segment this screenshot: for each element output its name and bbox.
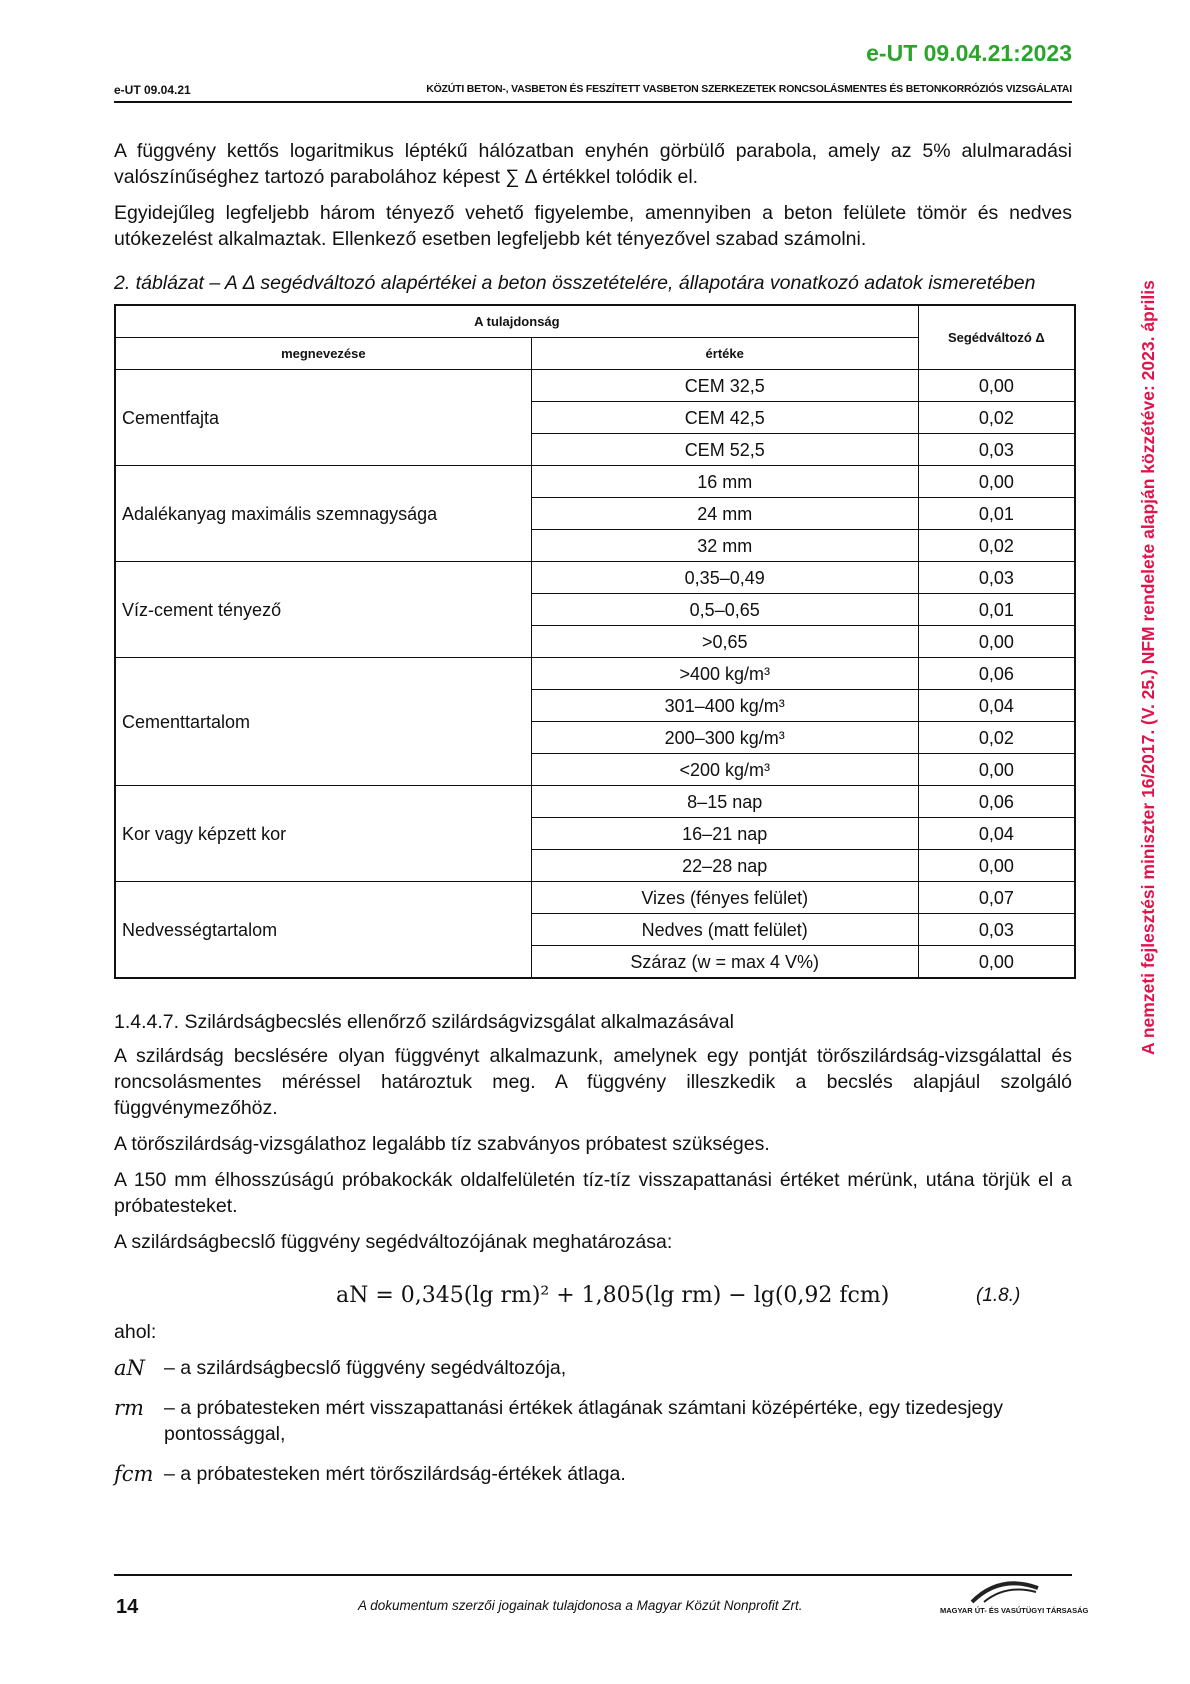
footer-divider xyxy=(114,1574,1072,1576)
delta-value: 0,00 xyxy=(918,370,1075,402)
property-value: >400 kg/m³ xyxy=(531,658,918,690)
section-paragraph-2: A törőszilárdság-vizsgálathoz legalább tíz szabványos próbatest szükséges. xyxy=(114,1133,770,1155)
definitions-list xyxy=(114,1355,1072,1487)
delta-value: 0,02 xyxy=(918,722,1075,754)
definition-text: – a próbatesteken mért törőszilárdság-értékek átlaga. xyxy=(164,1463,626,1485)
delta-value: 0,01 xyxy=(918,594,1075,626)
property-value: 16–21 nap xyxy=(531,818,918,850)
definition-item xyxy=(114,1395,1072,1447)
definition-item xyxy=(114,1355,1072,1381)
table-row xyxy=(115,882,1075,914)
property-name: Nedvességtartalom xyxy=(115,882,531,979)
definition-symbol: rm xyxy=(114,1396,144,1420)
delta-value: 0,03 xyxy=(918,434,1075,466)
property-value: 24 mm xyxy=(531,498,918,530)
property-value: 0,5–0,65 xyxy=(531,594,918,626)
side-note: A nemzeti fejlesztési miniszter 16/2017. (V. 25.) NFM rendelete alapján közzétéve: 2023. április xyxy=(1138,280,1158,1055)
property-value: <200 kg/m³ xyxy=(531,754,918,786)
table-header-name: megnevezése xyxy=(115,338,531,370)
delta-value: 0,06 xyxy=(918,658,1075,690)
definition-text: – a próbatesteken mért visszapattanási értékek átlagának számtani középértéke, egy tizedesjegy pontossággal, xyxy=(164,1397,1003,1445)
header-left: e-UT 09.04.21 xyxy=(114,83,191,97)
page-content xyxy=(114,138,1072,1501)
property-value: 16 mm xyxy=(531,466,918,498)
delta-value: 0,04 xyxy=(918,690,1075,722)
property-value: CEM 32,5 xyxy=(531,370,918,402)
delta-value: 0,07 xyxy=(918,882,1075,914)
delta-value: 0,00 xyxy=(918,626,1075,658)
table-row xyxy=(115,658,1075,690)
delta-value: 0,03 xyxy=(918,914,1075,946)
property-value: Vizes (fényes felület) xyxy=(531,882,918,914)
definition-symbol: aN xyxy=(114,1356,145,1380)
property-value: 8–15 nap xyxy=(531,786,918,818)
delta-value: 0,00 xyxy=(918,754,1075,786)
document-code: e-UT 09.04.21:2023 xyxy=(866,40,1072,66)
page-number: 14 xyxy=(116,1596,139,1618)
table-row xyxy=(115,786,1075,818)
delta-value: 0,03 xyxy=(918,562,1075,594)
property-value: Száraz (w = max 4 V%) xyxy=(531,946,918,979)
formula-number: (1.8.) xyxy=(976,1285,1021,1306)
delta-value: 0,02 xyxy=(918,402,1075,434)
property-name: Víz-cement tényező xyxy=(115,562,531,658)
table-caption: 2. táblázat – A Δ segédváltozó alapértékei a beton összetételére, állapotára vonatkozó adatok ismeretében xyxy=(114,272,1036,294)
delta-value: 0,06 xyxy=(918,786,1075,818)
property-value: 301–400 kg/m³ xyxy=(531,690,918,722)
delta-table xyxy=(114,304,1076,979)
delta-value: 0,01 xyxy=(918,498,1075,530)
definition-text: – a szilárdságbecslő függvény segédváltozója, xyxy=(164,1357,567,1379)
property-value: CEM 42,5 xyxy=(531,402,918,434)
property-name: Kor vagy képzett kor xyxy=(115,786,531,882)
table-row xyxy=(115,466,1075,498)
section-title: 1.4.4.7. Szilárdságbecslés ellenőrző szilárdságvizsgálat alkalmazásával xyxy=(114,1011,734,1033)
section-paragraph-1: A szilárdság becslésére olyan függvényt alkalmazunk, amelynek egy pontját törőszilárdság-vizsgálattal és roncsolásmentes méréssel határoztuk meg. A függvény illeszkedik a becslés alapjául szolgáló függvénymezőhöz. xyxy=(114,1045,1072,1119)
formula-1-8 xyxy=(114,1275,1072,1319)
definition-symbol: fcm xyxy=(114,1462,154,1486)
table-header-property: A tulajdonság xyxy=(115,305,918,338)
definition-item xyxy=(114,1461,1072,1487)
header-right: KÖZÚTI BETON-, VASBETON ÉS FESZÍTETT VASBETON SZERKEZETEK RONCSOLÁSMENTES ÉS BETONKORRÓZIÓS VIZSGÁLATAI xyxy=(426,83,1072,95)
where-label: ahol: xyxy=(114,1321,157,1343)
property-value: 22–28 nap xyxy=(531,850,918,882)
property-value: 200–300 kg/m³ xyxy=(531,722,918,754)
copyright-notice: A dokumentum szerzői jogainak tulajdonosa a Magyar Közút Nonprofit Zrt. xyxy=(358,1598,803,1613)
property-value: >0,65 xyxy=(531,626,918,658)
table-header-delta: Segédváltozó Δ xyxy=(918,305,1075,370)
delta-value: 0,00 xyxy=(918,850,1075,882)
paragraph-1: A függvény kettős logaritmikus léptékű hálózatban enyhén görbülő parabola, amely az 5% alulmaradási valószínűséghez tartozó parabolához képest ∑ Δ értékkel tolódik el. xyxy=(114,140,1072,188)
table-header-value: értéke xyxy=(531,338,918,370)
property-name: Adalékanyag maximális szemnagysága xyxy=(115,466,531,562)
delta-value: 0,04 xyxy=(918,818,1075,850)
property-value: Nedves (matt felület) xyxy=(531,914,918,946)
table-row xyxy=(115,562,1075,594)
delta-value: 0,00 xyxy=(918,946,1075,979)
property-name: Cementtartalom xyxy=(115,658,531,786)
publisher-logo xyxy=(940,1578,1089,1622)
property-value: 0,35–0,49 xyxy=(531,562,918,594)
road-arc-icon xyxy=(970,1578,1040,1604)
delta-value: 0,02 xyxy=(918,530,1075,562)
header-divider xyxy=(114,101,1072,103)
property-value: CEM 52,5 xyxy=(531,434,918,466)
delta-value: 0,00 xyxy=(918,466,1075,498)
section-paragraph-3: A 150 mm élhosszúságú próbakockák oldalfelületén tíz-tíz visszapattanási értéket mérünk, utána törjük el a próbatesteket. xyxy=(114,1169,1072,1217)
property-name: Cementfajta xyxy=(115,370,531,466)
section-paragraph-4: A szilárdságbecslő függvény segédváltozójának meghatározása: xyxy=(114,1231,673,1253)
paragraph-2: Egyidejűleg legfeljebb három tényező vehető figyelembe, amennyiben a beton felülete tömör és nedves utókezelést alkalmaztak. Ellenkező esetben legfeljebb két tényezővel szabad számolni. xyxy=(114,202,1072,250)
table-row xyxy=(115,370,1075,402)
table-body xyxy=(115,370,1075,979)
logo-text: MAGYAR ÚT- ÉS VASÚTÜGYI TÁRSASÁG xyxy=(940,1606,1089,1615)
property-value: 32 mm xyxy=(531,530,918,562)
formula-expression: aN = 0,345(lg rm)² + 1,805(lg rm) − lg(0,92 fcm) xyxy=(336,1283,890,1308)
